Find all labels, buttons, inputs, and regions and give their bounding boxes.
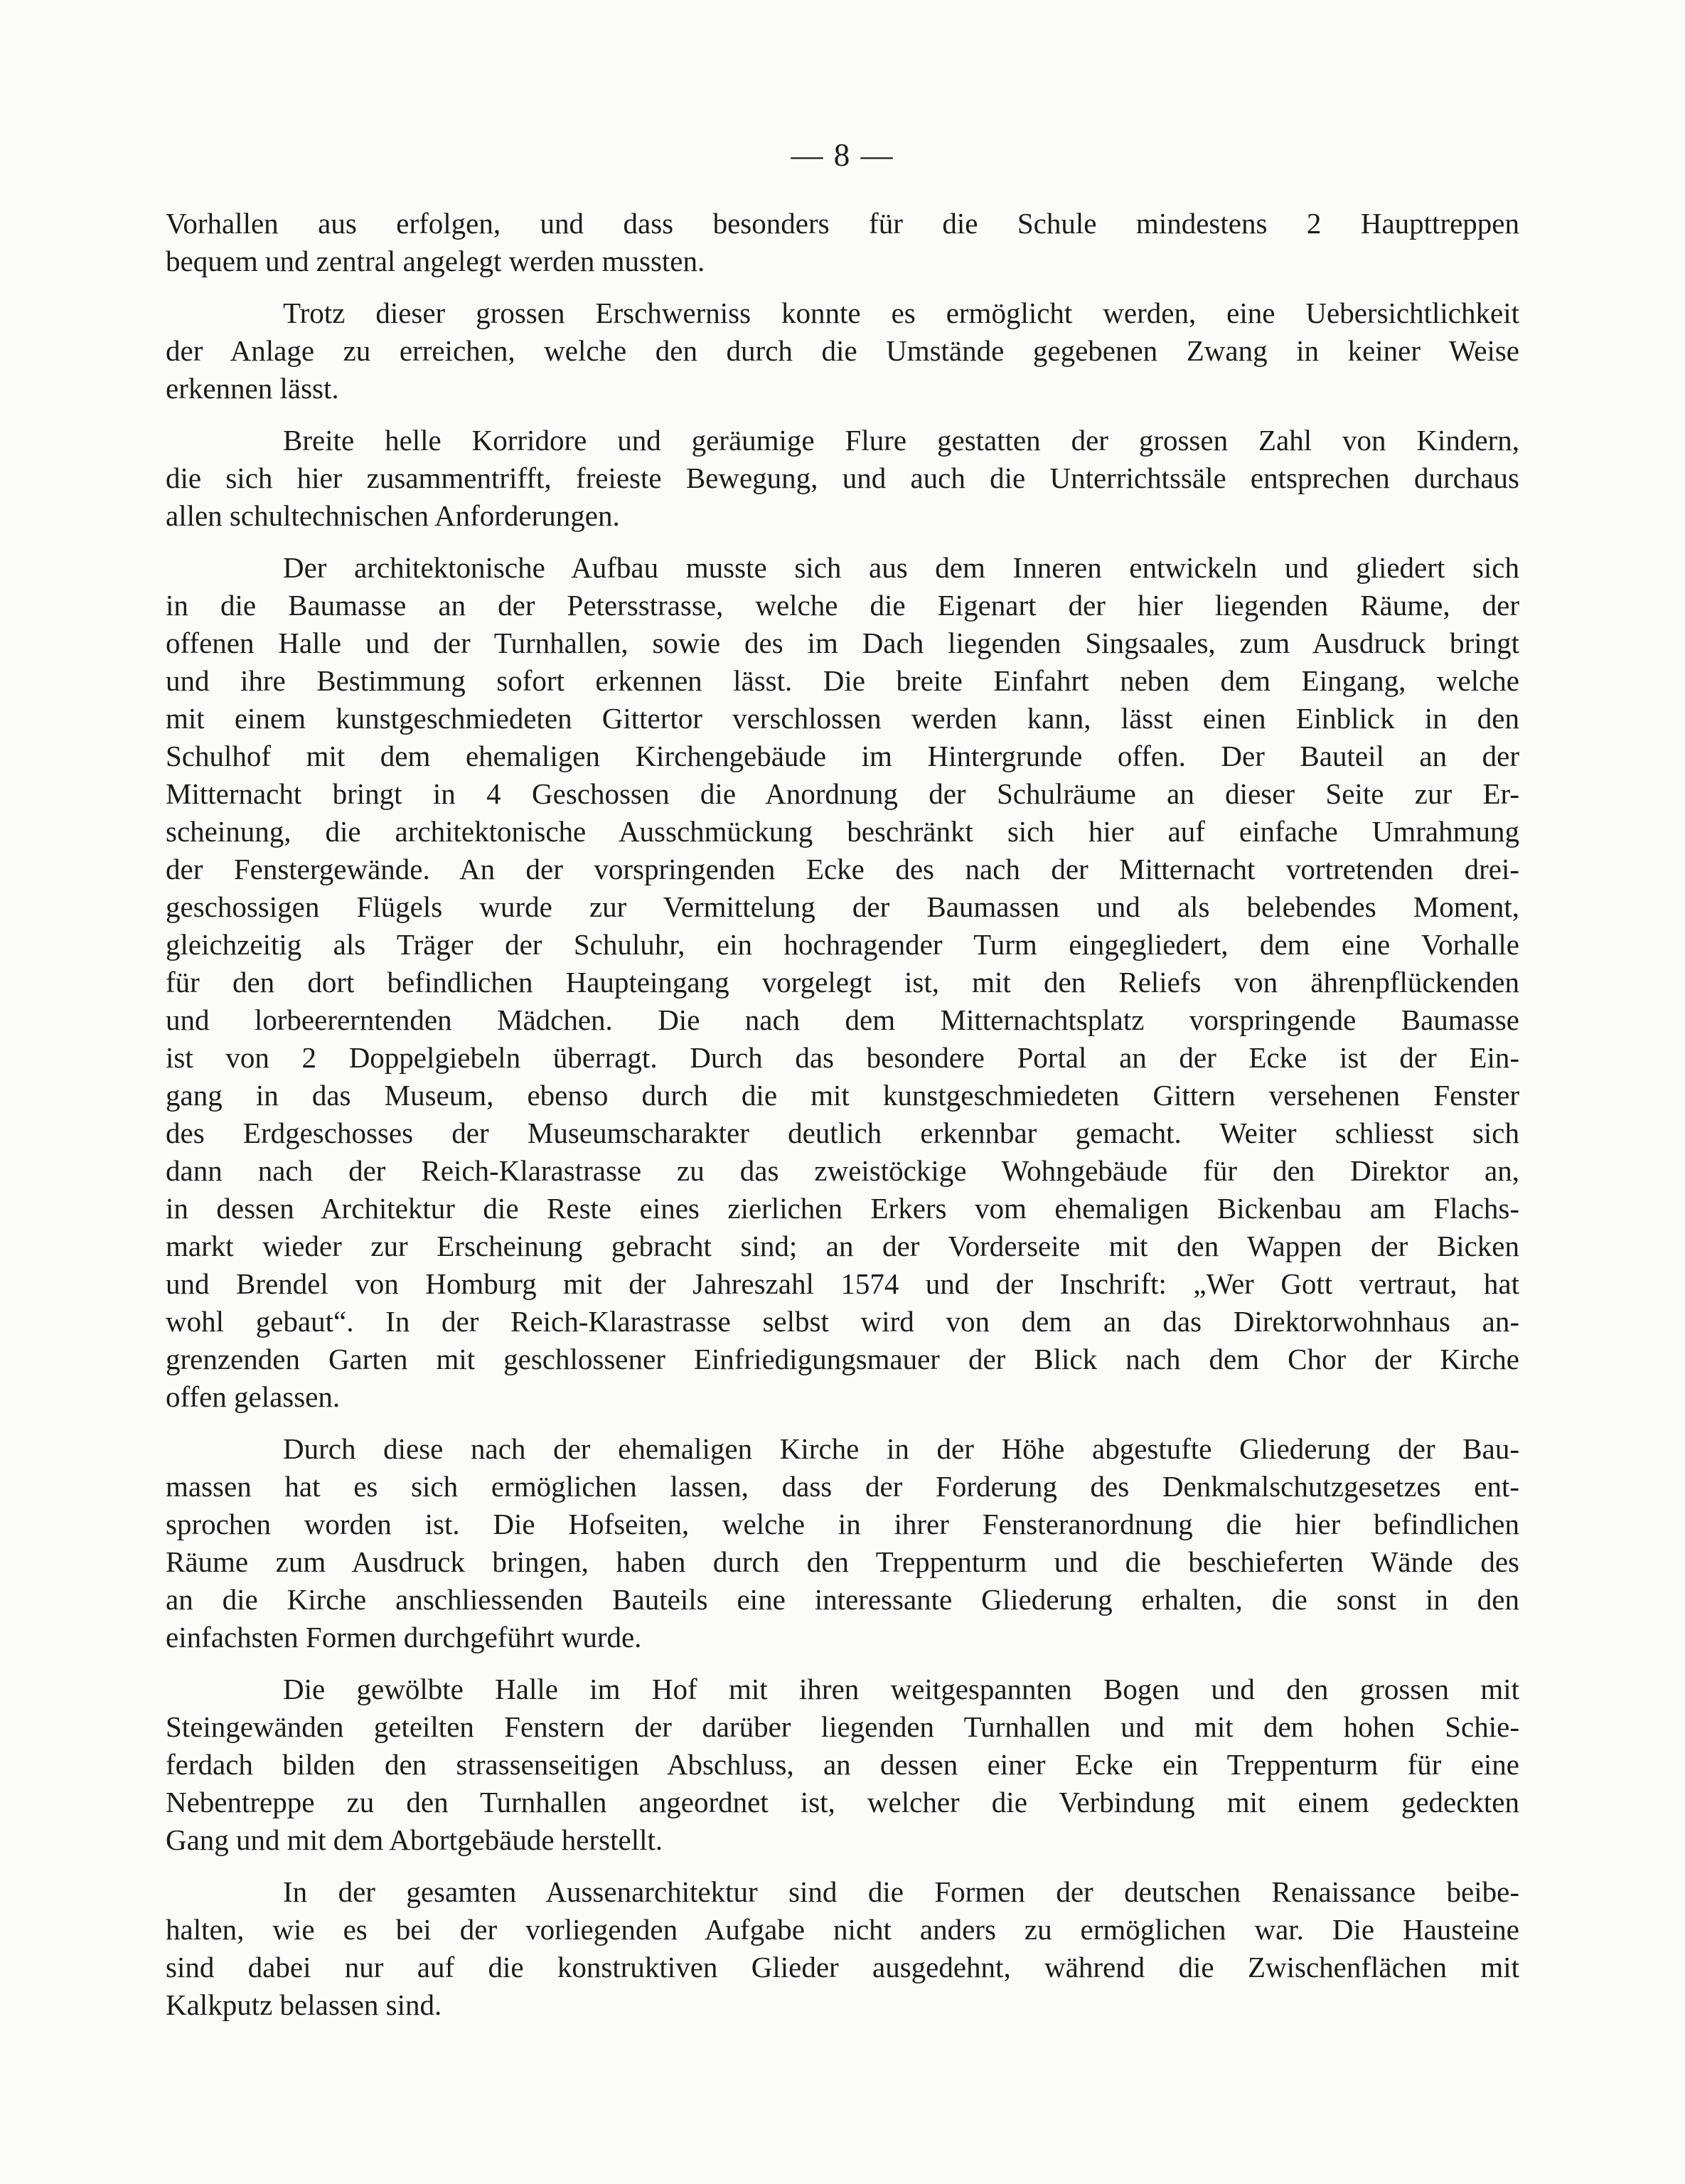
paragraph: [166, 1873, 1519, 2024]
text-line: und Brendel von Homburg mit der Jahreszahl 1574 und der Inschrift: „Wer Gott vertraut, hat: [166, 1267, 1519, 1300]
text-line: des Erdgeschosses der Museumscharakter deutlich erkennbar gemacht. Weiter schliesst sich: [166, 1117, 1519, 1149]
paragraph: [166, 549, 1519, 1416]
page-number: — 8 —: [791, 137, 894, 173]
body-text: [166, 205, 1519, 2038]
text-line: Nebentreppe zu den Turnhallen angeordnet ist, welcher die Verbindung mit einem gedeckten: [166, 1786, 1519, 1818]
text-line: wohl gebaut“. In der Reich-Klarastrasse selbst wird von dem an das Direktorwohnhaus an-: [166, 1305, 1519, 1338]
paragraph: [166, 294, 1519, 407]
text-line: halten, wie es bei der vorliegenden Aufgabe nicht anders zu ermöglichen war. Die Hausteine: [166, 1913, 1519, 1946]
text-line: ist von 2 Doppelgiebeln überragt. Durch das besondere Portal an der Ecke ist der Ein-: [166, 1041, 1519, 1074]
text-line: der Anlage zu erreichen, welche den durch die Umstände gegebenen Zwang in keiner Weise: [166, 334, 1519, 367]
text-line: ferdach bilden den strassenseitigen Abschluss, an dessen einer Ecke ein Treppenturm für eine: [166, 1748, 1519, 1781]
text-line: in die Baumasse an der Petersstrasse, welche die Eigenart der hier liegenden Räume, der: [166, 589, 1519, 622]
text-line: sprochen worden ist. Die Hofseiten, welche in ihrer Fensteranordnung die hier befindlichen: [166, 1508, 1519, 1540]
text-line: allen schultechnischen Anforderungen.: [166, 499, 620, 532]
text-line: erkennen lässt.: [166, 372, 339, 405]
text-line: markt wieder zur Erscheinung gebracht sind; an der Vorderseite mit den Wappen der Bicken: [166, 1230, 1519, 1262]
text-line: Schulhof mit dem ehemaligen Kirchengebäude im Hintergrunde offen. Der Bauteil an der: [166, 740, 1519, 772]
text-line: dann nach der Reich-Klarastrasse zu das zweistöckige Wohngebäude für den Direktor an,: [166, 1154, 1519, 1187]
text-line: und ihre Bestimmung sofort erkennen lässt. Die breite Einfahrt neben dem Eingang, welche: [166, 664, 1519, 697]
paragraph: [166, 205, 1519, 280]
text-line: die sich hier zusammentrifft, freieste Bewegung, und auch die Unterrichtssäle entsprechen durchaus: [166, 462, 1519, 494]
text-line: bequem und zentral angelegt werden mussten.: [166, 245, 705, 277]
text-line: für den dort befindlichen Haupteingang vorgelegt ist, mit den Reliefs von ährenpflückenden: [166, 966, 1519, 998]
text-line: in dessen Architektur die Reste eines zierlichen Erkers vom ehemaligen Bickenbau am Flachs-: [166, 1192, 1519, 1225]
text-line: Der architektonische Aufbau musste sich aus dem Inneren entwickeln und gliedert sich: [283, 551, 1519, 584]
text-line: sind dabei nur auf die konstruktiven Glieder ausgedehnt, während die Zwischenflächen mit: [166, 1951, 1519, 1983]
text-line: Steingewänden geteilten Fenstern der darüber liegenden Turnhallen und mit dem hohen Schie-: [166, 1710, 1519, 1743]
paragraph: [166, 422, 1519, 535]
text-line: Trotz dieser grossen Erschwerniss konnte es ermöglicht werden, eine Uebersichtlichkeit: [283, 297, 1519, 329]
text-line: offenen Halle und der Turnhallen, sowie des im Dach liegenden Singsaales, zum Ausdruck bringt: [166, 627, 1519, 659]
paragraph: [166, 1671, 1519, 1859]
text-line: mit einem kunstgeschmiedeten Gittertor verschlossen werden kann, lässt einen Einblick in den: [166, 702, 1519, 735]
text-line: Die gewölbte Halle im Hof mit ihren weitgespannten Bogen und den grossen mit: [283, 1673, 1519, 1705]
text-line: gleichzeitig als Träger der Schuluhr, ein hochragender Turm eingegliedert, dem eine Vorhalle: [166, 928, 1519, 961]
text-line: einfachsten Formen durchgeführt wurde.: [166, 1621, 642, 1653]
text-line: Gang und mit dem Abortgebäude herstellt.: [166, 1823, 663, 1856]
text-line: Mitternacht bringt in 4 Geschossen die Anordnung der Schulräume an dieser Seite zur Er-: [166, 777, 1519, 810]
text-line: offen gelassen.: [166, 1380, 341, 1413]
text-line: massen hat es sich ermöglichen lassen, dass der Forderung des Denkmalschutzgesetzes ent-: [166, 1470, 1519, 1503]
text-line: und lorbeererntenden Mädchen. Die nach dem Mitternachtsplatz vorspringende Baumasse: [166, 1003, 1519, 1036]
text-line: der Fenstergewände. An der vorspringenden Ecke des nach der Mitternacht vortretenden drei-: [166, 853, 1519, 885]
text-line: Durch diese nach der ehemaligen Kirche in der Höhe abgestufte Gliederung der Bau-: [283, 1432, 1519, 1465]
text-line: In der gesamten Aussenarchitektur sind die Formen der deutschen Renaissance beibe-: [283, 1875, 1519, 1908]
text-line: Vorhallen aus erfolgen, und dass besonders für die Schule mindestens 2 Haupttreppen: [166, 207, 1519, 240]
text-line: gang in das Museum, ebenso durch die mit kunstgeschmiedeten Gittern versehenen Fenster: [166, 1079, 1519, 1112]
text-line: Breite helle Korridore und geräumige Flure gestatten der grossen Zahl von Kindern,: [283, 424, 1519, 457]
text-line: grenzenden Garten mit geschlossener Einfriedigungsmauer der Blick nach dem Chor der Kirche: [166, 1343, 1519, 1375]
text-line: Kalkputz belassen sind.: [166, 1988, 442, 2021]
text-line: an die Kirche anschliessenden Bauteils eine interessante Gliederung erhalten, die sonst in den: [166, 1583, 1519, 1616]
text-line: Räume zum Ausdruck bringen, haben durch den Treppenturm und die beschieferten Wände des: [166, 1545, 1519, 1578]
text-line: geschossigen Flügels wurde zur Vermittelung der Baumassen und als belebendes Moment,: [166, 890, 1519, 923]
text-line: scheinung, die architektonische Ausschmückung beschränkt sich hier auf einfache Umrahmung: [166, 815, 1519, 848]
paragraph: [166, 1430, 1519, 1656]
